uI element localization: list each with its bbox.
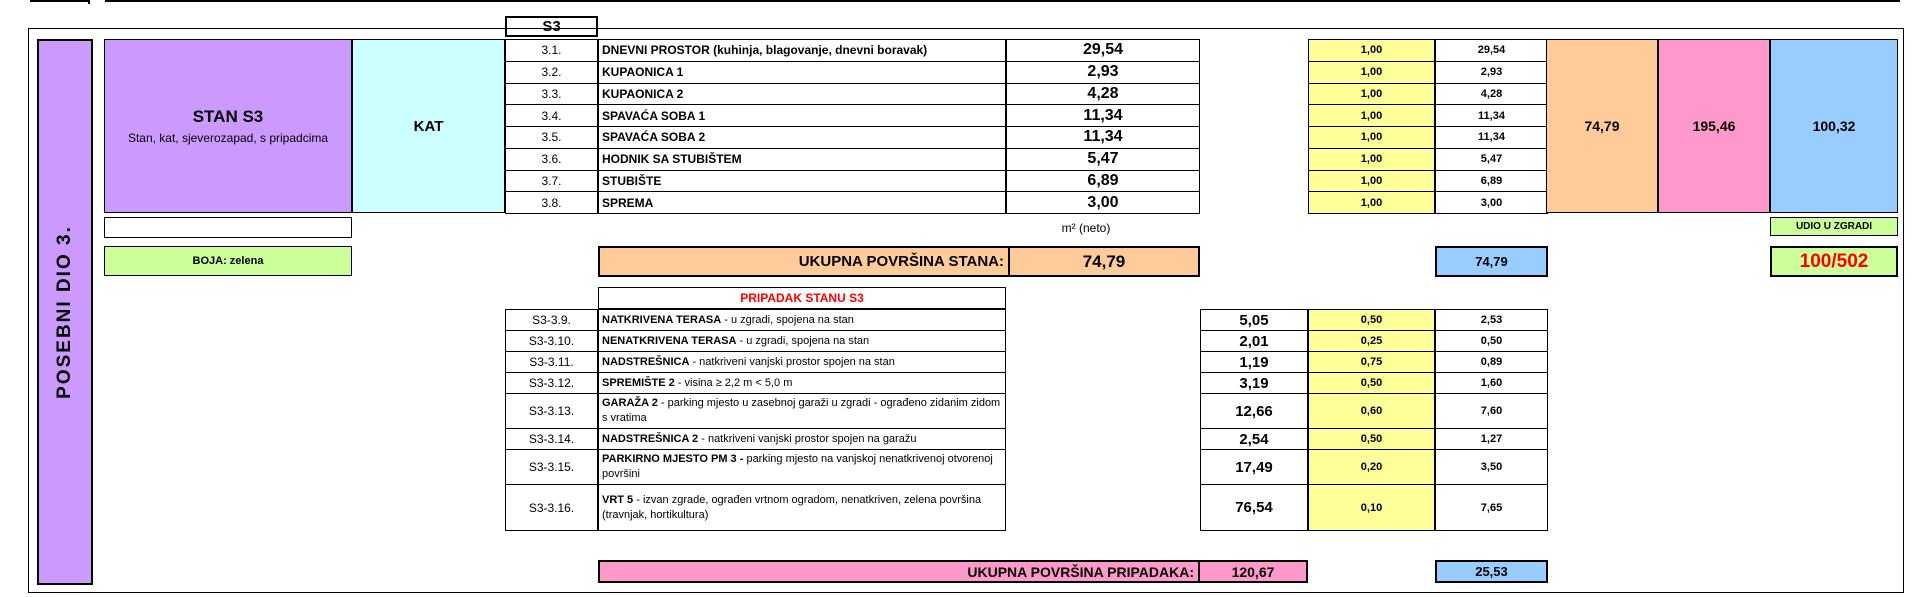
appurtenance-detail: - visina ≥ 2,2 m < 5,0 m (674, 376, 793, 389)
top-border-line (30, 0, 90, 2)
appurtenance-detail: - u zgradi, spojena na stan (721, 313, 854, 326)
room-area: 6,89 (1006, 170, 1200, 193)
appurtenance-description (598, 330, 1006, 352)
appurtenance-description (598, 484, 1006, 531)
room-number: 3.1. (505, 39, 598, 62)
room-name: HODNIK SA STUBIŠTEM (598, 148, 1006, 171)
room-name: KUPAONICA 2 (598, 83, 1006, 106)
appurtenance-text (602, 432, 916, 447)
room-number: 3.3. (505, 83, 598, 106)
room-area: 11,34 (1006, 104, 1200, 127)
appurtenance-text (602, 396, 1001, 426)
stan-total-box (598, 246, 1200, 277)
appurtenance-name: GARAŽA 2 (602, 397, 658, 409)
appurtenance-coef: 0,50 (1308, 428, 1435, 450)
summary-pink: 195,46 (1658, 39, 1770, 213)
appurtenance-description (598, 449, 1006, 485)
room-number: 3.8. (505, 191, 598, 214)
room-reduced: 5,47 (1435, 148, 1548, 171)
appurtenance-name: SPREMIŠTE 2 (602, 376, 675, 389)
appurtenance-description (598, 309, 1006, 331)
appurtenance-area: 1,19 (1200, 351, 1308, 373)
appurtenance-area: 2,01 (1200, 330, 1308, 352)
room-coef: 1,00 (1308, 83, 1435, 106)
appurtenance-text (602, 334, 869, 349)
room-reduced: 3,00 (1435, 191, 1548, 214)
appurtenance-title: PRIPADAK STANU S3 (598, 287, 1006, 309)
appurtenance-reduced: 1,27 (1435, 428, 1548, 450)
top-border-line-2 (105, 0, 1900, 2)
color-label: BOJA: zelena (104, 246, 352, 276)
appurtenance-text (602, 376, 792, 391)
appurtenance-detail: - parking mjesto u zasebnoj garaži u zgradi - ograđeno zidanim zidom s vratima (602, 397, 1001, 424)
room-area: 5,47 (1006, 148, 1200, 171)
room-reduced: 2,93 (1435, 61, 1548, 84)
room-coef: 1,00 (1308, 126, 1435, 149)
appurtenance-detail: - natkriveni vanjski prostor spojen na garažu (698, 432, 917, 445)
appurtenance-number: S3-3.14. (505, 428, 598, 450)
appurtenance-number: S3-3.12. (505, 372, 598, 394)
appurtenance-number: S3-3.10. (505, 330, 598, 352)
share-label: UDIO U ZGRADI (1770, 217, 1898, 236)
appurtenance-coef: 0,50 (1308, 372, 1435, 394)
room-reduced: 11,34 (1435, 126, 1548, 149)
room-number: 3.6. (505, 148, 598, 171)
appurtenance-detail: - u zgradi, spojena na stan (736, 334, 870, 347)
room-coef: 1,00 (1308, 39, 1435, 62)
appurtenance-detail: parking mjesto na vanjskoj nenatkrivenoj otvorenoj površini (602, 453, 993, 480)
room-name: KUPAONICA 1 (598, 61, 1006, 84)
appurtenance-coef: 0,50 (1308, 309, 1435, 331)
appurtenance-coef: 0,75 (1308, 351, 1435, 373)
pripadak-total-box (598, 560, 1308, 583)
appurtenance-reduced: 3,50 (1435, 449, 1548, 485)
room-coef: 1,00 (1308, 61, 1435, 84)
stan-total-reduced: 74,79 (1435, 246, 1548, 277)
appurtenance-name: PARKIRNO MJESTO PM 3 - (602, 453, 744, 465)
section-code-header: S3 (505, 16, 598, 37)
side-label: POSEBNI DIO 3. (54, 225, 76, 399)
empty-box (104, 217, 352, 238)
appurtenance-area: 2,54 (1200, 428, 1308, 450)
appurtenance-name: NADSTREŠNICA 2 (602, 432, 699, 445)
stan-total-label: UKUPNA POVRŠINA STANA: (798, 253, 1004, 270)
pripadak-total-reduced: 25,53 (1435, 560, 1548, 583)
room-name: SPAVAĆA SOBA 1 (598, 104, 1006, 127)
room-name: SPREMA (598, 191, 1006, 214)
room-name: SPAVAĆA SOBA 2 (598, 126, 1006, 149)
room-area: 29,54 (1006, 39, 1200, 62)
summary-blue: 100,32 (1770, 39, 1898, 213)
appurtenance-coef: 0,10 (1308, 484, 1435, 531)
appurtenance-name: NADSTREŠNICA (602, 355, 690, 368)
top-divider (88, 0, 90, 4)
appurtenance-area: 17,49 (1200, 449, 1308, 485)
appurtenance-coef: 0,20 (1308, 449, 1435, 485)
appurtenance-text (602, 452, 1001, 482)
room-name: STUBIŠTE (598, 170, 1006, 193)
room-area: 11,34 (1006, 126, 1200, 149)
appurtenance-number: S3-3.13. (505, 393, 598, 429)
appurtenance-reduced: 2,53 (1435, 309, 1548, 331)
appurtenance-area: 5,05 (1200, 309, 1308, 331)
appurtenance-name: NENATKRIVENA TERASA (602, 334, 737, 347)
room-area: 2,93 (1006, 61, 1200, 84)
appurtenance-reduced: 1,60 (1435, 372, 1548, 394)
appurtenance-text (602, 313, 854, 328)
room-number: 3.4. (505, 104, 598, 127)
appurtenance-coef: 0,25 (1308, 330, 1435, 352)
room-coef: 1,00 (1308, 104, 1435, 127)
appurtenance-name: VRT 5 (602, 493, 634, 506)
room-name: DNEVNI PROSTOR (kuhinja, blagovanje, dnevni boravak) (598, 39, 1006, 62)
appurtenance-description (598, 372, 1006, 394)
room-reduced: 4,28 (1435, 83, 1548, 106)
appurtenance-number: S3-3.16. (505, 484, 598, 531)
appurtenance-text (602, 355, 895, 370)
appurtenance-name: NATKRIVENA TERASA (602, 313, 722, 326)
appurtenance-reduced: 0,50 (1435, 330, 1548, 352)
appurtenance-area: 76,54 (1200, 484, 1308, 531)
pripadak-total-label: UKUPNA POVRŠINA PRIPADAKA: (967, 563, 1194, 580)
pripadak-total-area: 120,67 (1198, 562, 1306, 581)
appurtenance-text (602, 493, 1001, 523)
unit-title: STAN S3 (192, 107, 264, 126)
unit-info-box (104, 39, 352, 213)
appurtenance-area: 12,66 (1200, 393, 1308, 429)
appurtenance-description (598, 428, 1006, 450)
room-reduced: 6,89 (1435, 170, 1548, 193)
neto-label: m² (neto) (1061, 221, 1111, 235)
appurtenance-reduced: 0,89 (1435, 351, 1548, 373)
share-value: 100/502 (1770, 246, 1898, 277)
room-coef: 1,00 (1308, 148, 1435, 171)
room-number: 3.5. (505, 126, 598, 149)
side-label-box (37, 39, 93, 585)
appurtenance-number: S3-3.11. (505, 351, 598, 373)
appurtenance-number: S3-3.15. (505, 449, 598, 485)
room-coef: 1,00 (1308, 191, 1435, 214)
appurtenance-detail: - izvan zgrade, ograđen vrtnom ogradom, nenatkriven, zelena površina (travnjak, hortikultura) (602, 493, 982, 521)
room-number: 3.7. (505, 170, 598, 193)
room-number: 3.2. (505, 61, 598, 84)
room-reduced: 29,54 (1435, 39, 1548, 62)
room-reduced: 11,34 (1435, 104, 1548, 127)
appurtenance-area: 3,19 (1200, 372, 1308, 394)
appurtenance-detail: - natkriveni vanjski prostor spojen na stan (689, 355, 895, 368)
appurtenance-number: S3-3.9. (505, 309, 598, 331)
summary-orange: 74,79 (1546, 39, 1658, 213)
appurtenance-description (598, 393, 1006, 429)
appurtenance-reduced: 7,60 (1435, 393, 1548, 429)
appurtenance-description (598, 351, 1006, 373)
stan-total-area: 74,79 (1008, 248, 1198, 275)
appurtenance-coef: 0,60 (1308, 393, 1435, 429)
appurtenance-reduced: 7,65 (1435, 484, 1548, 531)
room-area: 3,00 (1006, 191, 1200, 214)
floor-box: KAT (352, 39, 505, 213)
room-coef: 1,00 (1308, 170, 1435, 193)
unit-subtitle: Stan, kat, sjeverozapad, s pripadcima (127, 131, 329, 145)
room-area: 4,28 (1006, 83, 1200, 106)
